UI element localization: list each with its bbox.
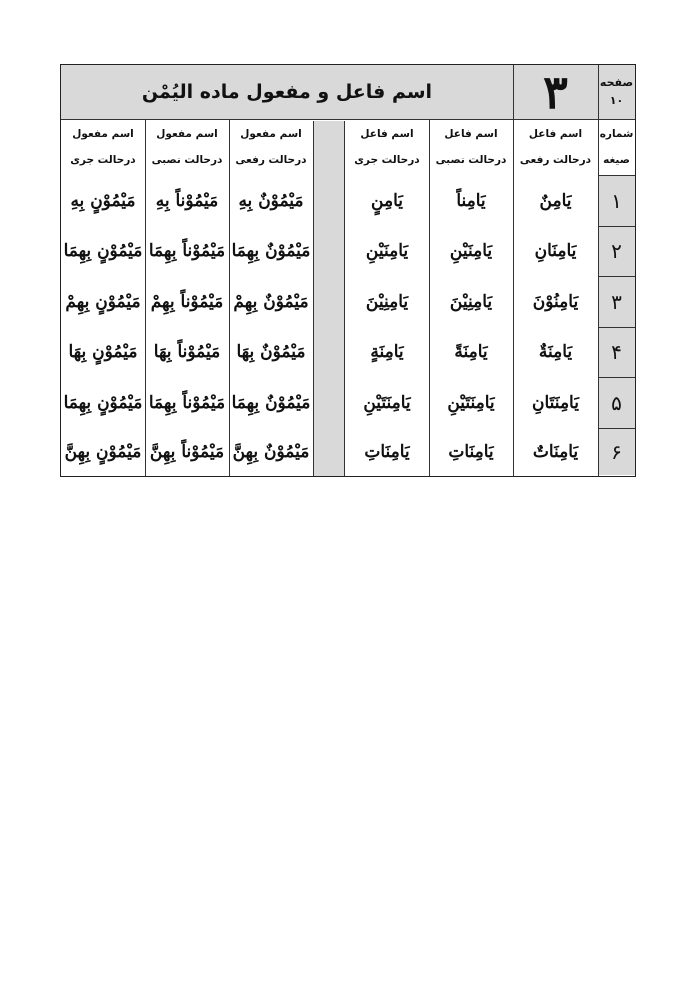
row-number: ۴ xyxy=(611,340,622,364)
cell-fa-nasb xyxy=(429,428,513,475)
cell-text: مَیْمُوْنٍ بِهِمْ xyxy=(65,291,141,312)
conjugation-table xyxy=(60,64,636,477)
page-label-box xyxy=(598,65,635,119)
table-title xyxy=(61,65,513,119)
cell-fa-jarr xyxy=(345,175,429,226)
group-separator xyxy=(313,121,345,476)
col-header-fa-raf xyxy=(513,119,598,175)
col-header-line2: صیغه xyxy=(603,154,630,166)
cell-ma-nasb xyxy=(145,428,229,475)
cell-ma-nasb xyxy=(145,276,229,327)
cell-text: مَیْمُوْناً بِهِنَّ xyxy=(149,441,225,462)
cell-fa-nasb xyxy=(429,327,513,377)
col-header-line1: اسم فاعل xyxy=(528,128,583,140)
cell-fa-nasb xyxy=(429,226,513,276)
col-header-line2: درحالت نصبی xyxy=(151,154,223,166)
row-number-cell xyxy=(598,226,635,276)
cell-text: یَامِنَاتٌ xyxy=(532,441,579,462)
cell-fa-nasb xyxy=(429,175,513,226)
cell-text: مَیْمُوْنٌ بِهَا xyxy=(236,342,306,362)
col-header-ma-raf xyxy=(229,119,313,175)
cell-ma-raf xyxy=(229,226,313,276)
cell-text: مَیْمُوْناً بِهِمَا xyxy=(148,241,226,261)
cell-fa-jarr xyxy=(345,327,429,377)
row-number: ۲ xyxy=(611,239,622,263)
cell-fa-jarr xyxy=(345,428,429,475)
row-number-cell xyxy=(598,327,635,377)
table-title-text: اسم فاعل و مفعول ماده الیُمْن xyxy=(141,81,433,103)
cell-fa-raf xyxy=(513,428,598,475)
cell-text: مَیْمُوْنٌ بِهِمَا xyxy=(231,241,311,261)
cell-ma-raf xyxy=(229,377,313,428)
cell-text: یَامِنَیْنِ xyxy=(365,241,409,261)
cell-ma-raf xyxy=(229,276,313,327)
row-divider xyxy=(598,377,635,378)
cell-text: مَیْمُوْنٍ بِهِمَا xyxy=(63,392,143,413)
big-number-box xyxy=(513,65,598,119)
col-header-number xyxy=(598,119,635,175)
row-number: ۱ xyxy=(611,188,622,213)
cell-text: یَامِنَتَیْنِ xyxy=(447,392,495,413)
row-divider xyxy=(598,428,635,429)
cell-text: مَیْمُوْنٍ بِهِنَّ xyxy=(64,441,142,462)
col-header-line2: درحالت جری xyxy=(70,154,136,166)
cell-text: مَیْمُوْنٌ بِهِمْ xyxy=(233,291,309,312)
cell-text: یَامِنَةٍ xyxy=(370,342,404,362)
column-divider xyxy=(229,119,230,476)
col-header-ma-jarr xyxy=(61,119,145,175)
cell-text: مَیْمُوْناً بِهَا xyxy=(153,342,221,362)
cell-text: یَامِنُوْنَ xyxy=(532,291,579,312)
cell-text: مَیْمُوْناً بِهِ xyxy=(155,190,219,211)
cell-ma-raf xyxy=(229,327,313,377)
cell-text: یَامِنِیْنَ xyxy=(449,291,493,312)
cell-text: یَامِنَانِ xyxy=(534,241,577,261)
cell-text: مَیْمُوْنٌ بِهِ xyxy=(238,190,304,211)
row-divider xyxy=(598,327,635,328)
header-divider xyxy=(61,119,635,120)
row-number-cell xyxy=(598,276,635,327)
cell-ma-jarr xyxy=(61,276,145,327)
row-divider xyxy=(598,175,635,176)
cell-fa-raf xyxy=(513,226,598,276)
cell-fa-raf xyxy=(513,276,598,327)
row-number: ۶ xyxy=(611,439,622,464)
row-number-cell xyxy=(598,428,635,475)
row-number: ۵ xyxy=(611,390,622,415)
row-divider xyxy=(598,226,635,227)
cell-fa-raf xyxy=(513,327,598,377)
col-header-line1: اسم فاعل xyxy=(444,128,498,140)
cell-ma-raf xyxy=(229,428,313,475)
cell-fa-nasb xyxy=(429,276,513,327)
col-header-ma-nasb xyxy=(145,119,229,175)
col-header-line2: درحالت جری xyxy=(354,154,420,166)
page-number: ۱۰ xyxy=(609,94,624,107)
cell-ma-nasb xyxy=(145,175,229,226)
col-header-line1: شماره xyxy=(599,128,634,140)
cell-text: مَیْمُوْنٍ بِهِمَا xyxy=(63,241,143,261)
column-divider xyxy=(429,119,430,476)
cell-ma-jarr xyxy=(61,175,145,226)
cell-ma-nasb xyxy=(145,327,229,377)
column-divider xyxy=(598,65,599,476)
col-header-line1: اسم مفعول xyxy=(72,128,134,140)
cell-ma-jarr xyxy=(61,377,145,428)
cell-ma-jarr xyxy=(61,226,145,276)
row-number-cell xyxy=(598,377,635,428)
cell-text: مَیْمُوْناً بِهِمَا xyxy=(148,392,226,413)
big-number: ۳ xyxy=(543,65,568,119)
cell-fa-nasb xyxy=(429,377,513,428)
cell-fa-raf xyxy=(513,377,598,428)
col-header-line1: اسم مفعول xyxy=(240,128,302,140)
cell-text: یَامِنَاتِ xyxy=(448,441,494,462)
col-header-line2: درحالت رفعی xyxy=(235,154,307,166)
cell-ma-nasb xyxy=(145,226,229,276)
cell-text: یَامِنَةٌ xyxy=(538,342,573,362)
column-divider xyxy=(513,65,514,476)
col-header-line2: درحالت نصبی xyxy=(435,154,507,166)
cell-text: یَامِنَةً xyxy=(454,342,488,362)
column-divider xyxy=(145,119,146,476)
row-divider xyxy=(598,276,635,277)
cell-text: یَامِناً xyxy=(456,190,486,211)
row-number-cell xyxy=(598,175,635,226)
cell-text: یَامِنَتَانِ xyxy=(532,392,579,413)
cell-text: یَامِنَاتِ xyxy=(364,441,410,462)
cell-text: یَامِنٌ xyxy=(539,190,572,211)
cell-ma-jarr xyxy=(61,428,145,475)
col-header-fa-jarr xyxy=(345,119,429,175)
cell-text: مَیْمُوْنٍ بِهِ xyxy=(70,190,136,211)
cell-fa-jarr xyxy=(345,276,429,327)
cell-text: یَامِنَتَیْنِ xyxy=(363,392,411,413)
cell-fa-jarr xyxy=(345,226,429,276)
col-header-line1: اسم مفعول xyxy=(156,128,218,140)
col-header-fa-nasb xyxy=(429,119,513,175)
col-header-line1: اسم فاعل xyxy=(360,128,414,140)
cell-text: مَیْمُوْناً بِهِمْ xyxy=(150,291,224,312)
cell-text: مَیْمُوْنٍ بِهَا xyxy=(68,342,138,362)
page-label-word: صفحه xyxy=(599,76,634,89)
cell-text: یَامِنِیْنَ xyxy=(365,291,409,312)
col-header-line2: درحالت رفعی xyxy=(519,154,592,166)
cell-text: مَیْمُوْنٌ بِهِنَّ xyxy=(232,441,310,462)
cell-text: یَامِنَیْنِ xyxy=(449,241,493,261)
cell-ma-jarr xyxy=(61,327,145,377)
cell-fa-raf xyxy=(513,175,598,226)
cell-fa-jarr xyxy=(345,377,429,428)
cell-text: مَیْمُوْنٌ بِهِمَا xyxy=(231,392,311,413)
cell-ma-nasb xyxy=(145,377,229,428)
cell-text: یَامِنٍ xyxy=(371,190,403,211)
cell-ma-raf xyxy=(229,175,313,226)
row-number: ۳ xyxy=(611,289,622,314)
